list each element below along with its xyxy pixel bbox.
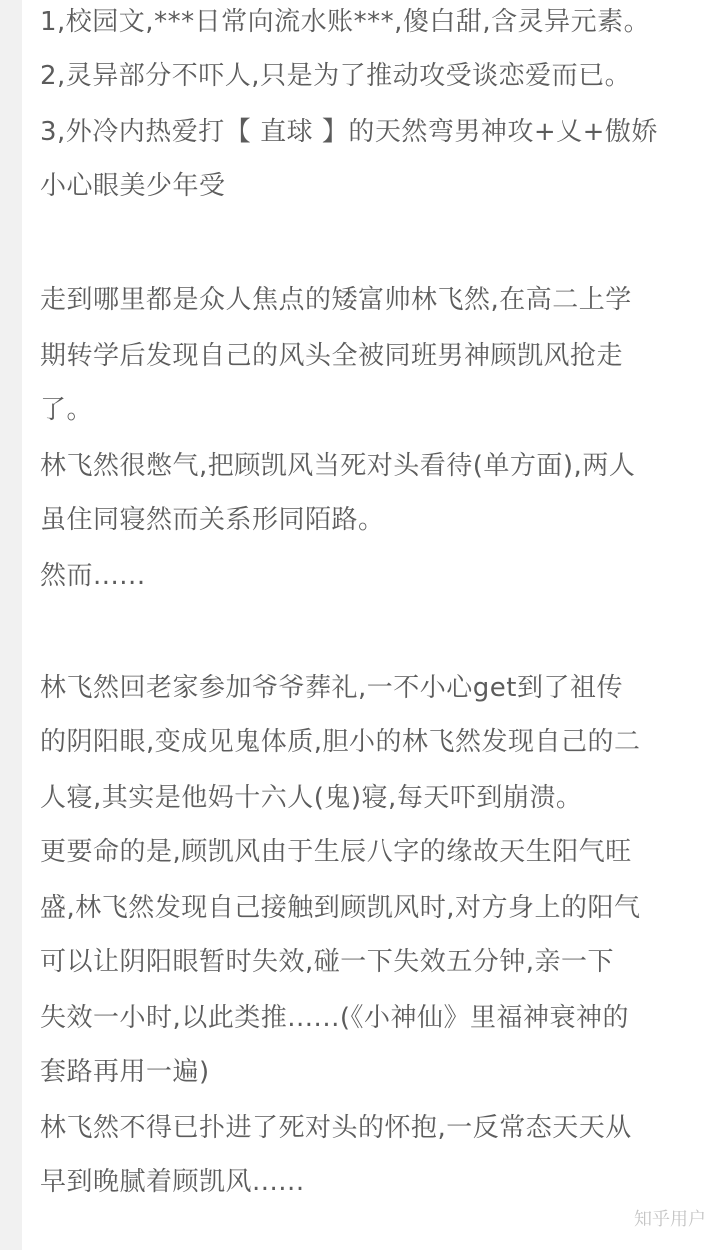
section2-line-5: 盛,林飞然发现自己接触到顾凯风时,对方身上的阳气 [40, 893, 641, 923]
section1-line-1: 走到哪里都是众人焦点的矮富帅林飞然,在高二上学 [40, 285, 632, 315]
section2-line-7: 失效一小时,以此类推......(《小神仙》里福神衰神的 [40, 1003, 629, 1033]
section1-line-3: 了。 [40, 395, 94, 425]
section2-line-9: 林飞然不得已扑进了死对头的怀抱,一反常态天天从 [40, 1113, 632, 1143]
section1-line-2: 期转学后发现自己的风头全被同班男神顾凯风抢走 [40, 341, 624, 371]
section2-line-6: 可以让阴阳眼暂时失效,碰一下失效五分钟,亲一下 [40, 947, 615, 977]
section2-line-10: 早到晚腻着顾凯风...... [40, 1167, 305, 1197]
left-margin-rail [0, 0, 22, 1250]
section1-line-5: 虽住同寝然而关系形同陌路。 [40, 505, 385, 535]
section1-line-4: 林飞然很憋气,把顾凯风当死对头看待(单方面),两人 [40, 451, 636, 481]
section2-line-8: 套路再用一遍) [40, 1057, 210, 1087]
intro-line-3: 3,外冷内热爱打【 直球 】的天然弯男神攻+乂+傲娇 [40, 117, 658, 147]
section2-line-2: 的阴阳眼,变成见鬼体质,胆小的林飞然发现自己的二 [40, 727, 641, 757]
section1-line-6: 然而...... [40, 561, 146, 591]
section2-line-1: 林飞然回老家参加爷爷葬礼,一不小心get到了祖传 [40, 673, 623, 703]
intro-line-1: 1,校园文,***日常向流水账***,傻白甜,含灵异元素。 [40, 7, 651, 37]
section2-line-3: 人寝,其实是他妈十六人(鬼)寝,每天吓到崩溃。 [40, 783, 583, 813]
intro-line-2: 2,灵异部分不吓人,只是为了推动攻受谈恋爱而已。 [40, 61, 632, 91]
intro-line-4: 小心眼美少年受 [40, 171, 226, 201]
source-watermark: 知乎用户 [634, 1209, 706, 1230]
section2-line-4: 更要命的是,顾凯风由于生辰八字的缘故天生阳气旺 [40, 837, 632, 867]
